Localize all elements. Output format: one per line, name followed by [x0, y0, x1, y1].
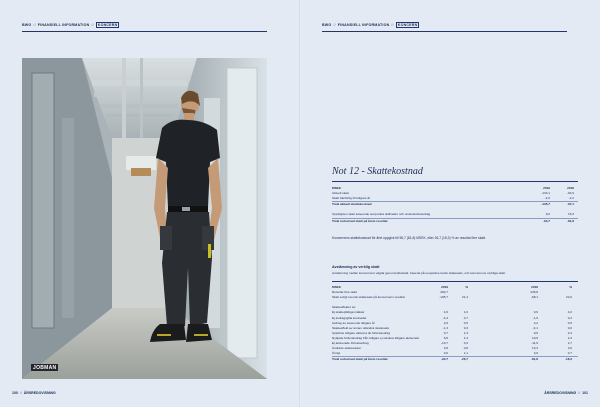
breadcrumb-brand[interactable]: BWG: [322, 23, 332, 27]
row-value: -94,7: [440, 357, 448, 362]
row-value: -26,7: [460, 357, 468, 362]
row-value: -11,9: [531, 341, 538, 346]
row-value: 2,6: [443, 320, 448, 325]
row-value: 9,0: [545, 212, 550, 217]
row-value: 0,6: [443, 351, 448, 356]
row-value: 4,9: [443, 310, 448, 315]
row-label: Total redovisad skatt på årets resultat: [332, 218, 388, 223]
footer-right: ÅRSREDOVISNING // 101: [544, 391, 588, 395]
row-value: 1,0: [463, 310, 468, 315]
table-row: [332, 218, 578, 224]
header-rule: [22, 31, 267, 32]
row-value: 22,0: [565, 295, 572, 300]
footer-title: ÅRSREDOVISNING: [23, 391, 56, 395]
row-value: 1,1: [463, 351, 468, 356]
page-number: 101: [582, 391, 588, 395]
breadcrumb-active[interactable]: KONCERN: [397, 23, 418, 27]
photo-illustration: [22, 58, 267, 379]
row-value: 1,3: [463, 330, 468, 335]
breadcrumb-active[interactable]: KONCERN: [97, 23, 118, 27]
row-value: -1,9: [532, 315, 538, 320]
row-label: Upplöste tidigare aktivera de förlustavdrag: [332, 330, 390, 335]
row-value: -18,3: [564, 357, 572, 362]
row-label: Total redovisad skatt på årets resultat: [332, 357, 388, 362]
page-gutter: [299, 0, 301, 407]
row-value: 0,8: [463, 346, 468, 351]
note-title: Not 12 - Skattekostnad: [332, 166, 423, 177]
row-label: Ej aktiverade förlustavdrag: [332, 341, 369, 346]
tax-reconciliation-table: [332, 285, 578, 362]
row-value: 6,8: [443, 335, 448, 340]
row-label: Skatt enligt svensk skattesats på koncernens resultat: [332, 295, 405, 300]
row-value: 3,6: [533, 351, 538, 356]
table-header-year: 2019: [543, 186, 550, 190]
table-header-year: 2019: [441, 285, 448, 289]
running-header-left: [22, 23, 267, 31]
table-header-label: MSEK: [332, 186, 341, 190]
row-value: 0,2: [567, 310, 572, 315]
row-label: Ändrade skattesatser: [332, 346, 362, 351]
row-value: 0,5: [567, 320, 572, 325]
row-label: Resultat före skatt: [332, 290, 357, 295]
row-label: Skatteeffekter av:: [332, 305, 357, 310]
row-value: 3,0: [567, 346, 572, 351]
table-header-percent: %: [569, 285, 572, 289]
section-title: Avstämning av verklig skatt: [332, 265, 380, 269]
row-value: -94,7: [542, 218, 550, 223]
row-value: -1,3: [442, 325, 448, 330]
row-value: 0,9: [533, 310, 538, 315]
row-value: 2,4: [567, 335, 572, 340]
table-header-year: 2018: [567, 186, 574, 190]
row-value: 10,6: [531, 335, 538, 340]
section-rule: [332, 281, 578, 282]
row-value: 2,4: [567, 330, 572, 335]
row-value: -105,7: [439, 295, 448, 300]
section-subtitle: Avstämning mellan koncernens vägda genomsnittsskatt, baserat på respektive lands skattesats, och koncernens verkliga skatt: [332, 271, 506, 275]
tax-expense-table: [332, 186, 578, 224]
row-value: 3,8: [443, 346, 448, 351]
row-value: -81,8: [530, 357, 538, 362]
row-label: Avdrag av avseende tidigare år: [332, 320, 375, 325]
row-value: 15,3: [567, 212, 574, 217]
row-label: Skatt hänförlig till tidigare år: [332, 196, 371, 201]
table-header-percent: %: [465, 285, 468, 289]
row-value: -2,2: [568, 196, 574, 201]
row-value: -133,1: [541, 191, 550, 196]
footer-left: 100 // ÅRSREDOVISNING: [12, 391, 56, 395]
row-value: 0,3: [463, 325, 468, 330]
row-value: -94,9: [566, 191, 574, 196]
row-value: 21,4: [461, 295, 468, 300]
header-rule: [322, 31, 567, 32]
breadcrumb: BWG // FINANSIELL INFORMATION // KONCERN: [322, 23, 418, 27]
breadcrumb-section[interactable]: FINANSIELL INFORMATION: [37, 23, 90, 27]
row-value: 0,7: [443, 330, 448, 335]
row-label: Nyttjade förlustavdrag från tidigare ej värdera tidigare aktiverats: [332, 335, 420, 340]
worker-corridor-photo: [22, 58, 267, 379]
row-value: 2,2: [533, 320, 538, 325]
row-value: 13,4: [531, 346, 538, 351]
row-value: -3,4: [442, 315, 448, 320]
row-label: Övrigt: [332, 351, 341, 356]
breadcrumb-brand[interactable]: BWG: [22, 23, 32, 27]
row-label: Ej avdragsgilla kostnader: [332, 315, 367, 320]
row-value: -81,8: [566, 218, 574, 223]
row-label: Aktuell skatt: [332, 191, 349, 196]
row-value: 1,3: [463, 335, 468, 340]
row-value: 445,8: [530, 290, 538, 295]
row-value: 0,4: [567, 315, 572, 320]
table-header-year: 2018: [531, 285, 538, 289]
brand-logo: JOBMAN: [33, 364, 57, 371]
row-value: 0,7: [463, 315, 468, 320]
row-value: -97,1: [566, 202, 574, 207]
row-value: 0,0: [567, 325, 572, 330]
row-value: -0,1: [532, 325, 538, 330]
table-header-label: MSEK: [332, 285, 341, 289]
tax-summary-paragraph: Koncernens skattekostnad för året uppgick till 96,7 (81,8) MSEK, eller 26,7 (18,3) % av resultat före skatt.: [332, 236, 486, 240]
breadcrumb: BWG // FINANSIELL INFORMATION // KONCERN: [22, 23, 118, 27]
row-value: -2,6: [544, 196, 550, 201]
breadcrumb-section[interactable]: FINANSIELL INFORMATION: [337, 23, 390, 27]
row-value: -135,7: [541, 202, 550, 207]
row-value: -98,1: [530, 295, 538, 300]
row-label: Total aktuell skattekostnad: [332, 202, 372, 207]
row-value: 0,7: [567, 351, 572, 356]
row-value: 494,7: [440, 290, 448, 295]
footer-title: ÅRSREDOVISNING: [544, 391, 577, 395]
row-value: -10,7: [440, 341, 448, 346]
row-value: 2,7: [567, 341, 572, 346]
running-header-right: [322, 23, 567, 31]
table-row: [332, 356, 578, 362]
row-label: Ej skattepliktiga intäkter: [332, 310, 365, 315]
row-value: 0,3: [463, 341, 468, 346]
row-value: 9,6: [533, 330, 538, 335]
row-label: Uppskjuten skatt avseende temporära skillnader och underskottsavdrag: [332, 212, 431, 217]
title-rule: [332, 181, 578, 182]
row-value: 0,5: [463, 320, 468, 325]
page-number: 100: [12, 391, 18, 395]
row-label: Skatteeffekt av annan utländsk skattesats: [332, 325, 390, 330]
